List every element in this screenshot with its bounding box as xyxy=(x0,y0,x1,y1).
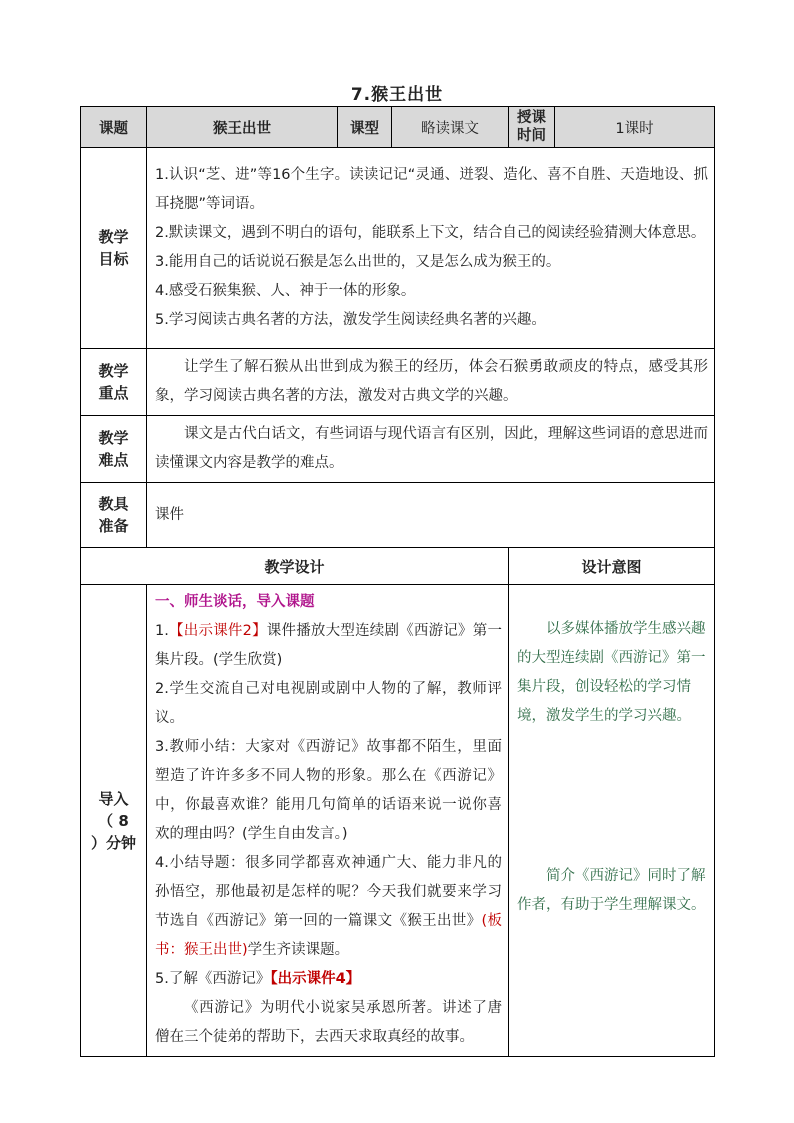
objective-item: 2.默读课文，遇到不明白的语句，能联系上下文，结合自己的阅读经验猜测大体意思。 xyxy=(155,225,706,241)
topic-value: 猴王出世 xyxy=(147,107,338,148)
page-title: 7.猴王出世 xyxy=(350,85,444,105)
intro-label-line-2: （ 8 xyxy=(98,811,129,830)
difficulties-label-line-2: 难点 xyxy=(98,451,129,469)
time-value: 1课时 xyxy=(555,107,715,148)
objectives-content xyxy=(147,148,715,349)
intro-row xyxy=(81,585,715,1057)
intro-content xyxy=(147,585,509,1057)
courseware-tag: 【出示课件4】 xyxy=(270,971,361,987)
materials-label-line-1: 教具 xyxy=(98,495,129,513)
lesson-plan-table xyxy=(80,106,715,1057)
intro-paragraph-1 xyxy=(155,617,502,675)
key-points-label xyxy=(81,349,147,416)
materials-row xyxy=(81,483,715,548)
step-text: 5.了解《西游记》 xyxy=(155,971,271,987)
intro-paragraph-4 xyxy=(155,849,502,965)
intro-paragraph-3: 3.教师小结：大家对《西游记》故事都不陌生，里面塑造了许许多多不同人物的形象。那么在《西游记》中，你最喜欢谁？能用几句简单的话语来说一说你喜欢的理由吗？(学生自由发言。) xyxy=(155,739,502,842)
section-heading: 一、师生谈话，导入课题 xyxy=(155,594,315,610)
difficulties-label xyxy=(81,416,147,483)
intro-paragraph-6: 《西游记》为明代小说家吴承恩所著。讲述了唐僧在三个徒弟的帮助下，去西天求取真经的故事。 xyxy=(155,1000,502,1045)
objectives-row xyxy=(81,148,715,349)
courseware-tag: 【出示课件2】 xyxy=(168,623,267,639)
intro-paragraph-2: 2.学生交流自己对电视剧或剧中人物的了解，教师评议。 xyxy=(155,681,502,726)
objective-item: 1.认识“芝、进”等16个生字。读读记记“灵通、迸裂、造化、喜不自胜、天造地设、抓耳挠腮”等词语。 xyxy=(155,167,708,212)
key-points-label-line-1: 教学 xyxy=(98,362,129,380)
time-label xyxy=(509,107,555,148)
intent-paragraph-1: 以多媒体播放学生感兴趣的大型连续剧《西游记》第一集片段，创设轻松的学习情境，激发学生的学习兴趣。 xyxy=(517,621,706,724)
step-text: 学生齐读课题。 xyxy=(247,942,350,958)
step-number: 1. xyxy=(155,623,169,639)
materials-label-line-2: 准备 xyxy=(98,517,129,535)
time-label-line-1: 授课 xyxy=(517,110,546,126)
step-text: 课件播放大型连续剧《西游记》第一集片段。(学生欣赏) xyxy=(155,623,502,668)
objective-item: 4.感受石猴集猴、人、神于一体的形象。 xyxy=(155,283,416,299)
intro-paragraph-5 xyxy=(155,965,502,994)
intent-content xyxy=(509,585,715,1057)
intent-paragraph-2: 简介《西游记》同时了解作者，有助于学生理解课文。 xyxy=(517,868,706,913)
design-header-row xyxy=(81,548,715,585)
objectives-label-line-2: 目标 xyxy=(98,250,129,268)
difficulties-label-line-1: 教学 xyxy=(98,429,129,447)
materials-label xyxy=(81,483,147,548)
board-note: (板书：猴王出世) xyxy=(155,913,502,958)
key-points-row xyxy=(81,349,715,416)
difficulties-row xyxy=(81,416,715,483)
intro-label-line-1: 导入 xyxy=(98,789,129,808)
difficulties-content: 课文是古代白话文，有些词语与现代语言有区别，因此，理解这些词语的意思进而读懂课文内容是教学的难点。 xyxy=(147,416,715,483)
time-label-line-2: 时间 xyxy=(517,128,546,144)
header-row xyxy=(81,107,715,148)
key-points-content: 让学生了解石猴从出世到成为猴王的经历，体会石猴勇敢顽皮的特点，感受其形象，学习阅读古典名著的方法，激发对古典文学的兴趣。 xyxy=(147,349,715,416)
topic-label: 课题 xyxy=(81,107,147,148)
key-points-label-line-2: 重点 xyxy=(98,384,129,402)
type-value: 略读课文 xyxy=(392,107,509,148)
objectives-label xyxy=(81,148,147,349)
objective-item: 3.能用自己的话说说石猴是怎么出世的，又是怎么成为猴王的。 xyxy=(155,254,561,270)
intro-label xyxy=(81,585,147,1057)
intent-header: 设计意图 xyxy=(509,548,715,585)
intro-label-line-3: ）分钟 xyxy=(90,833,136,852)
materials-content: 课件 xyxy=(147,483,715,548)
objectives-label-line-1: 教学 xyxy=(98,228,129,246)
objective-item: 5.学习阅读古典名著的方法，激发学生阅读经典名著的兴趣。 xyxy=(155,312,546,328)
type-label: 课型 xyxy=(338,107,392,148)
design-header: 教学设计 xyxy=(81,548,509,585)
step-text: 4.小结导题：很多同学都喜欢神通广大、能力非凡的孙悟空，那他最初是怎样的呢？今天我们就要来学习节选自《西游记》第一回的一篇课文《猴王出世》 xyxy=(155,855,502,929)
